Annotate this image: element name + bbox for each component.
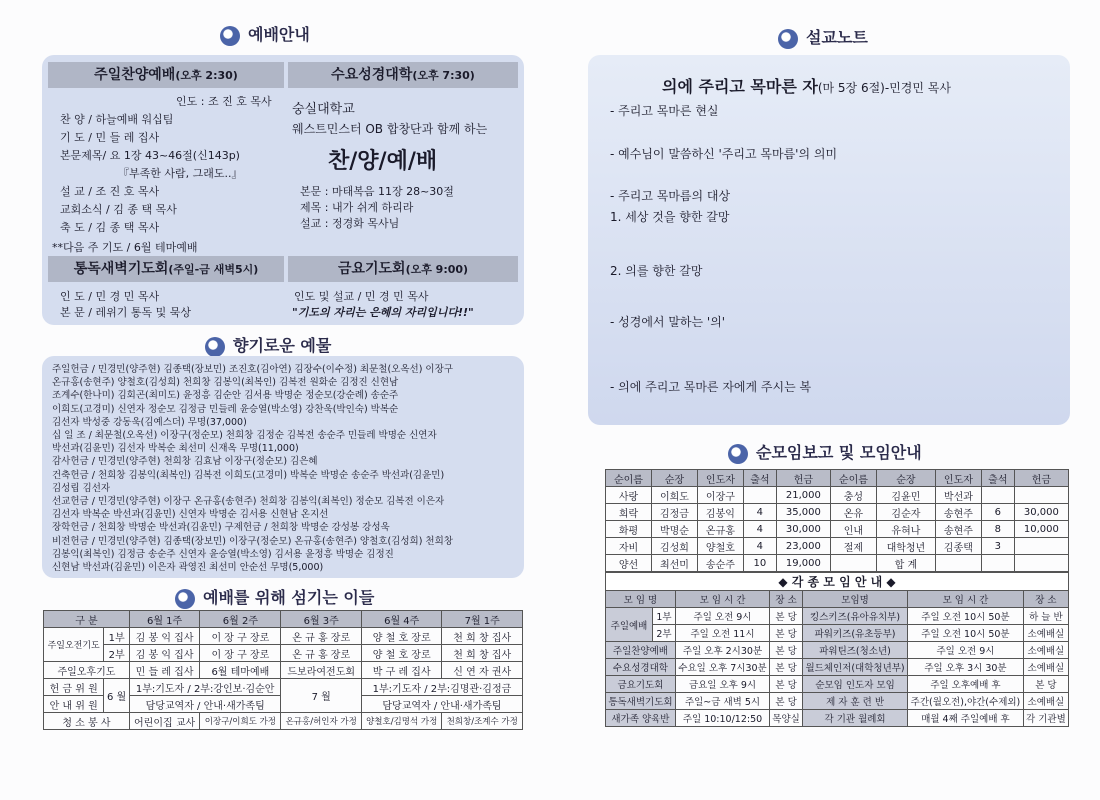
table-cell: 파워틴즈(청소년) bbox=[802, 642, 907, 659]
table-cell bbox=[1014, 538, 1068, 555]
row-label: 주일오후기도 bbox=[44, 662, 130, 679]
groups-header: 헌금 bbox=[776, 470, 830, 487]
table-cell: 하 늘 반 bbox=[1023, 608, 1068, 625]
table-cell: 금요일 오후 9시 bbox=[675, 676, 769, 693]
table-cell: 대학청년 bbox=[876, 538, 935, 555]
groups-header: 인도자 bbox=[935, 470, 981, 487]
table-cell: 민 들 레 집사 bbox=[129, 662, 199, 679]
groups-table bbox=[605, 469, 1069, 572]
groups-header: 순장 bbox=[876, 470, 935, 487]
groups-header: 인도자 bbox=[697, 470, 743, 487]
offering-line: 비전헌금 / 민경민(양주현) 김종택(장보민) 이장구(정순모) 온규홍(송현주) 양철호(김성희) 천희창 bbox=[52, 535, 453, 547]
wed-preacher: 설교 : 정경화 목사님 bbox=[300, 217, 400, 230]
table-cell: 양 철 호 장로 bbox=[361, 645, 441, 662]
table-cell: 본 당 bbox=[770, 608, 803, 625]
table-cell: 김순자 bbox=[876, 504, 935, 521]
table-cell: 킹스키즈(유아유치부) bbox=[802, 608, 907, 625]
table-cell: 10,000 bbox=[1014, 521, 1068, 538]
worship-title: 예배안내 bbox=[220, 22, 310, 46]
sermon-point: - 주리고 목마름의 대상 bbox=[610, 189, 731, 203]
servants-table bbox=[43, 610, 523, 730]
groups-header: 출석 bbox=[743, 470, 776, 487]
sermon-point: 2. 의를 향한 갈망 bbox=[610, 264, 703, 278]
table-cell bbox=[981, 555, 1014, 572]
meetings-title: ◆ 각 종 모 임 안 내 ◆ bbox=[606, 573, 1069, 591]
table-row bbox=[606, 555, 1069, 572]
row-sub: 1부 bbox=[104, 628, 130, 645]
sunday-leader: 인도 : 조 진 호 목사 bbox=[176, 95, 272, 108]
table-cell: 본 당 bbox=[1023, 676, 1068, 693]
table-cell: 목양실 bbox=[770, 710, 803, 727]
table-cell: 어린이집 교사 bbox=[129, 713, 199, 730]
meetings-header: 장 소 bbox=[770, 591, 803, 608]
table-row bbox=[44, 662, 523, 679]
table-row bbox=[606, 676, 1069, 693]
table-cell: 주일 오전 10시 50분 bbox=[908, 608, 1024, 625]
table-cell: 양 철 호 장로 bbox=[361, 628, 441, 645]
month-label: 6 월 bbox=[104, 679, 130, 713]
table-cell: 자비 bbox=[606, 538, 652, 555]
table-cell: 박 구 레 집사 bbox=[361, 662, 441, 679]
table-cell: 담당교역자 / 안내·새가족팀 bbox=[361, 696, 522, 713]
offering-line: 십 일 조 / 최문철(오옥선) 이장구(정순모) 천희창 김정순 김복전 송순주 민들레 박명순 신연자 bbox=[52, 430, 437, 441]
table-row bbox=[606, 538, 1069, 555]
month-label: 7 월 bbox=[281, 679, 361, 713]
sermon-point: - 주리고 목마른 현실 bbox=[610, 104, 719, 118]
meetings-header: 모 임 명 bbox=[606, 591, 676, 608]
offering-line: 조계수(한나미) 김회곤(최미도) 윤정흥 김순안 김서용 박명순 정순모(강순례) 송순주 bbox=[52, 390, 399, 402]
row-label: 안 내 위 원 bbox=[44, 696, 104, 713]
table-cell: 절제 bbox=[830, 538, 876, 555]
friday-motto: "기도의 자리는 은혜의 자리입니다!!" bbox=[292, 306, 474, 319]
table-cell: 천 희 창 집사 bbox=[442, 645, 523, 662]
table-row bbox=[606, 659, 1069, 676]
table-cell: 통독새벽기도회 bbox=[606, 693, 676, 710]
table-cell: 6월 테마예배 bbox=[200, 662, 281, 679]
row-label: 청 소 봉 사 bbox=[44, 713, 130, 730]
table-cell: 4 bbox=[743, 504, 776, 521]
table-cell bbox=[1014, 487, 1068, 504]
groups-title: 순모임보고 및 모임안내 bbox=[728, 440, 922, 464]
table-cell: 이장구/이희도 가정 bbox=[200, 713, 281, 730]
servants-title: 예배를 위해 섬기는 이들 bbox=[175, 585, 374, 609]
table-cell: 김 봉 익 집사 bbox=[129, 645, 199, 662]
table-cell: 1부:기도자 / 2부:강인보·김순안 bbox=[129, 679, 281, 696]
table-cell: 김정금 bbox=[651, 504, 697, 521]
table-cell: 박선과 bbox=[935, 487, 981, 504]
table-cell: 온 규 홍 장로 bbox=[281, 628, 361, 645]
meetings-table bbox=[605, 572, 1069, 727]
table-cell: 본 당 bbox=[770, 659, 803, 676]
table-cell: 양선 bbox=[606, 555, 652, 572]
table-cell: 유혀나 bbox=[876, 521, 935, 538]
table-row bbox=[606, 625, 1069, 642]
meetings-header: 모 임 시 간 bbox=[908, 591, 1024, 608]
table-row bbox=[606, 504, 1069, 521]
table-cell: 순모임 인도자 모임 bbox=[802, 676, 907, 693]
offering-line: 박선과(김윤민) 김선자 박복순 최선미 신재옥 무명(11,000) bbox=[52, 443, 299, 455]
table-cell: 드보라여전도회 bbox=[281, 662, 361, 679]
offering-line: 건축헌금 / 천희창 김봉익(최복인) 김복전 이희도(고경미) 박복순 박명순 송순주 박선과(김윤민) bbox=[52, 469, 445, 481]
church-logo-icon bbox=[220, 26, 240, 46]
wed-praise-title: 찬/양/예/배 bbox=[328, 148, 438, 174]
dawn-text: 본 문 / 레위기 통독 및 묵상 bbox=[60, 306, 191, 319]
sermon-point: - 성경에서 말하는 '의' bbox=[610, 315, 726, 329]
table-row bbox=[606, 710, 1069, 727]
table-cell: 신 연 자 권사 bbox=[442, 662, 523, 679]
table-cell: 온규홍 bbox=[697, 521, 743, 538]
table-cell: 새가족 양육반 bbox=[606, 710, 676, 727]
sunday-sermon-title: 『부족한 사람, 그래도..』 bbox=[118, 167, 243, 180]
friday-leader: 인도 및 설교 / 민 경 민 목사 bbox=[294, 290, 429, 303]
table-cell: 온 규 홍 장로 bbox=[281, 645, 361, 662]
offering-line: 김선자 박복순 박선과(김윤민) 신연자 박명순 김서용 신현남 온지선 bbox=[52, 509, 329, 521]
table-cell: 4 bbox=[743, 538, 776, 555]
row-label: 주일오전기도 bbox=[44, 628, 104, 662]
table-row bbox=[44, 713, 523, 730]
table-cell: 양철호/김명석 가정 bbox=[361, 713, 441, 730]
table-cell: 35,000 bbox=[776, 504, 830, 521]
table-cell: 온규홍/허인자 가정 bbox=[281, 713, 361, 730]
table-cell bbox=[1014, 555, 1068, 572]
sunday-news: 교회소식 / 김 종 택 목사 bbox=[60, 203, 177, 216]
table-cell: 주간(월오전),야간(수제외) bbox=[908, 693, 1024, 710]
table-cell: 김 봉 익 집사 bbox=[129, 628, 199, 645]
table-cell: 10 bbox=[743, 555, 776, 572]
table-cell: 3 bbox=[981, 538, 1014, 555]
groups-header: 헌금 bbox=[1014, 470, 1068, 487]
sunday-preacher: 설 교 / 조 진 호 목사 bbox=[60, 185, 160, 198]
groups-header: 순장 bbox=[651, 470, 697, 487]
table-cell: 합 계 bbox=[876, 555, 935, 572]
meetings-header: 모임명 bbox=[802, 591, 907, 608]
friday-prayer-header: 금요기도회(오후 9:00) bbox=[288, 256, 518, 282]
sunday-benediction: 축 도 / 김 종 택 목사 bbox=[60, 221, 160, 234]
table-cell: 1부:기도자 / 2부:김명관·김정금 bbox=[361, 679, 522, 696]
sunday-scripture: 본문제목/ 요 1장 43~46절(신143p) bbox=[60, 149, 240, 162]
table-cell: 30,000 bbox=[1014, 504, 1068, 521]
table-cell: 소예배실 bbox=[1023, 659, 1068, 676]
table-cell: 19,000 bbox=[776, 555, 830, 572]
servants-header-week: 6월 3주 bbox=[281, 611, 361, 628]
sermon-heading: 의에 주리고 목마른 자(마 5장 6절)-민경민 목사 bbox=[662, 77, 951, 96]
table-cell: 제 자 훈 련 반 bbox=[802, 693, 907, 710]
table-cell: 온유 bbox=[830, 504, 876, 521]
table-cell: 주일 10:10/12:50 bbox=[675, 710, 769, 727]
table-cell: 이장구 bbox=[697, 487, 743, 504]
servants-header-week: 6월 1주 bbox=[129, 611, 199, 628]
table-cell: 30,000 bbox=[776, 521, 830, 538]
table-cell: 본 당 bbox=[770, 625, 803, 642]
table-cell: 송현주 bbox=[935, 521, 981, 538]
groups-header: 출석 bbox=[981, 470, 1014, 487]
offering-line: 주일헌금 / 민경민(양주현) 김종택(장보민) 조진호(김아연) 김장수(이수정) 최문철(오옥선) 이장구 bbox=[52, 364, 453, 375]
servants-header-week: 7월 1주 bbox=[442, 611, 523, 628]
sermon-title: 설교노트 bbox=[778, 25, 868, 49]
table-row bbox=[606, 693, 1069, 710]
offering-line: 김봉익(최복인) 김정금 송순주 신연자 윤승열(박소영) 김서용 윤정흥 박명순 김정진 bbox=[52, 548, 394, 560]
table-cell: 매월 4째 주일예배 후 bbox=[908, 710, 1024, 727]
table-cell: 주일 오후 2시30분 bbox=[675, 642, 769, 659]
table-cell: 수요성경대학 bbox=[606, 659, 676, 676]
wed-intro-2: 웨스트민스터 OB 합창단과 함께 하는 bbox=[292, 122, 488, 136]
sermon-point: - 의에 주리고 목마른 자에게 주시는 복 bbox=[610, 380, 812, 394]
wed-title: 제목 : 내가 쉬게 하리라 bbox=[300, 201, 414, 214]
table-cell bbox=[830, 555, 876, 572]
table-cell: 송순주 bbox=[697, 555, 743, 572]
table-cell: 박명순 bbox=[651, 521, 697, 538]
table-cell: 화평 bbox=[606, 521, 652, 538]
church-logo-icon bbox=[205, 337, 225, 357]
table-cell: 천 희 창 집사 bbox=[442, 628, 523, 645]
church-logo-icon bbox=[175, 589, 195, 609]
table-cell: 본 당 bbox=[770, 693, 803, 710]
table-cell: 김윤민 bbox=[876, 487, 935, 504]
offering-line: 김성립 김선자 bbox=[52, 482, 111, 494]
table-cell bbox=[981, 487, 1014, 504]
groups-header: 순이름 bbox=[606, 470, 652, 487]
table-cell: 인내 bbox=[830, 521, 876, 538]
table-cell: 21,000 bbox=[776, 487, 830, 504]
church-logo-icon bbox=[778, 29, 798, 49]
table-cell: 김성희 bbox=[651, 538, 697, 555]
sunday-praise: 찬 양 / 하늘예배 워십팀 bbox=[60, 113, 174, 126]
table-cell: 김봉익 bbox=[697, 504, 743, 521]
table-cell: 담당교역자 / 안내·새가족팀 bbox=[129, 696, 281, 713]
table-cell: 소예배실 bbox=[1023, 642, 1068, 659]
table-cell bbox=[935, 555, 981, 572]
table-cell: 주일 오전 11시 bbox=[675, 625, 769, 642]
offering-line: 김선자 박성중 강동욱(김예스더) 무명(37,000) bbox=[52, 416, 247, 428]
table-cell: 주일 오전 10시 50분 bbox=[908, 625, 1024, 642]
table-cell: 각 기관별 bbox=[1023, 710, 1068, 727]
table-cell: 파워키즈(유초등부) bbox=[802, 625, 907, 642]
offering-line: 이희도(고경미) 신연자 정순모 김정금 민들레 윤승열(박소영) 강찬욱(박인숙) 박복순 bbox=[52, 403, 399, 415]
meetings-header: 모 임 시 간 bbox=[675, 591, 769, 608]
table-cell: 6 bbox=[981, 504, 1014, 521]
table-cell: 4 bbox=[743, 521, 776, 538]
table-cell: 8 bbox=[981, 521, 1014, 538]
offering-line: 신현남 박선과(김윤민) 이은자 곽영진 최선미 안순선 무명(5,000) bbox=[52, 562, 324, 573]
sunday-worship-header: 주일찬양예배(오후 2:30) bbox=[48, 62, 284, 88]
table-cell: 주일 오후 3시 30분 bbox=[908, 659, 1024, 676]
table-cell: 이 장 구 장로 bbox=[200, 645, 281, 662]
table-row bbox=[44, 645, 523, 662]
table-row bbox=[44, 679, 523, 696]
table-cell: 주일 오후예배 후 bbox=[908, 676, 1024, 693]
groups-header: 순이름 bbox=[830, 470, 876, 487]
table-cell: 주일예배 bbox=[606, 608, 653, 642]
sunday-prayer: 기 도 / 민 들 레 집사 bbox=[60, 131, 160, 144]
offering-line: 감사헌금 / 민경민(양주현) 천희창 김효남 이장구(정순모) 김은혜 bbox=[52, 456, 318, 468]
wed-intro-1: 숭실대학교 bbox=[292, 102, 355, 117]
table-row bbox=[606, 608, 1069, 625]
dawn-prayer-header: 통독새벽기도회(주일-금 새벽5시) bbox=[48, 256, 284, 282]
servants-header-week: 6월 4주 bbox=[361, 611, 441, 628]
table-cell: 소예배실 bbox=[1023, 693, 1068, 710]
table-row bbox=[606, 487, 1069, 504]
servants-header-week: 6월 2주 bbox=[200, 611, 281, 628]
wed-scripture: 본문 : 마태복음 11장 28~30절 bbox=[300, 185, 454, 198]
table-row bbox=[606, 521, 1069, 538]
table-cell: 수요일 오후 7시30분 bbox=[675, 659, 769, 676]
offering-line: 선교헌금 / 민경민(양주현) 이장구 온규홍(송현주) 천희창 김봉익(최복인) 정순모 김복전 이은자 bbox=[52, 496, 445, 507]
table-cell: 월드체인저(대학청년부) bbox=[802, 659, 907, 676]
table-cell: 충성 bbox=[830, 487, 876, 504]
servants-header-category: 구 분 bbox=[44, 611, 130, 628]
table-cell: 주일 오전 9시 bbox=[675, 608, 769, 625]
table-cell: 이 장 구 장로 bbox=[200, 628, 281, 645]
table-cell: 2부 bbox=[653, 625, 676, 642]
next-week-prayer: **다음 주 기도 / 6월 테마예배 bbox=[52, 241, 198, 254]
meetings-header: 장 소 bbox=[1023, 591, 1068, 608]
sermon-point: - 예수님이 말씀하신 '주리고 목마름'의 의미 bbox=[610, 147, 838, 161]
table-cell: 사랑 bbox=[606, 487, 652, 504]
table-cell: 주일찬양예배 bbox=[606, 642, 676, 659]
dawn-leader: 인 도 / 민 경 민 목사 bbox=[60, 290, 160, 303]
table-cell: 금요기도회 bbox=[606, 676, 676, 693]
table-cell: 각 기관 월례회 bbox=[802, 710, 907, 727]
table-cell: 이희도 bbox=[651, 487, 697, 504]
table-cell: 소예배실 bbox=[1023, 625, 1068, 642]
table-cell: 본 당 bbox=[770, 676, 803, 693]
table-cell: 1부 bbox=[653, 608, 676, 625]
row-label: 헌 금 위 원 bbox=[44, 679, 104, 696]
offering-title: 향기로운 예물 bbox=[205, 333, 331, 357]
table-cell: 주일 오전 9시 bbox=[908, 642, 1024, 659]
table-cell: 본 당 bbox=[770, 642, 803, 659]
table-cell: 송현주 bbox=[935, 504, 981, 521]
church-logo-icon bbox=[728, 444, 748, 464]
table-cell: 23,000 bbox=[776, 538, 830, 555]
offering-line: 온규홍(송현주) 양철호(김성희) 천희창 김봉익(최복인) 김복전 원화순 김정진 신현남 bbox=[52, 377, 399, 389]
sermon-point: 1. 세상 것을 향한 갈망 bbox=[610, 210, 730, 224]
table-cell: 주일~금 새벽 5시 bbox=[675, 693, 769, 710]
offering-line: 장학헌금 / 천희창 박명순 박선과(김윤민) 구제헌금 / 천희창 박명순 강성봉 강성욱 bbox=[52, 522, 390, 534]
table-cell: 희락 bbox=[606, 504, 652, 521]
table-row bbox=[44, 628, 523, 645]
table-cell bbox=[743, 487, 776, 504]
wednesday-bible-header: 수요성경대학(오후 7:30) bbox=[288, 62, 518, 88]
table-row bbox=[606, 642, 1069, 659]
table-cell: 천희창/조계수 가정 bbox=[442, 713, 523, 730]
table-cell: 최선미 bbox=[651, 555, 697, 572]
table-cell: 김종택 bbox=[935, 538, 981, 555]
table-cell: 양철호 bbox=[697, 538, 743, 555]
row-sub: 2부 bbox=[104, 645, 130, 662]
